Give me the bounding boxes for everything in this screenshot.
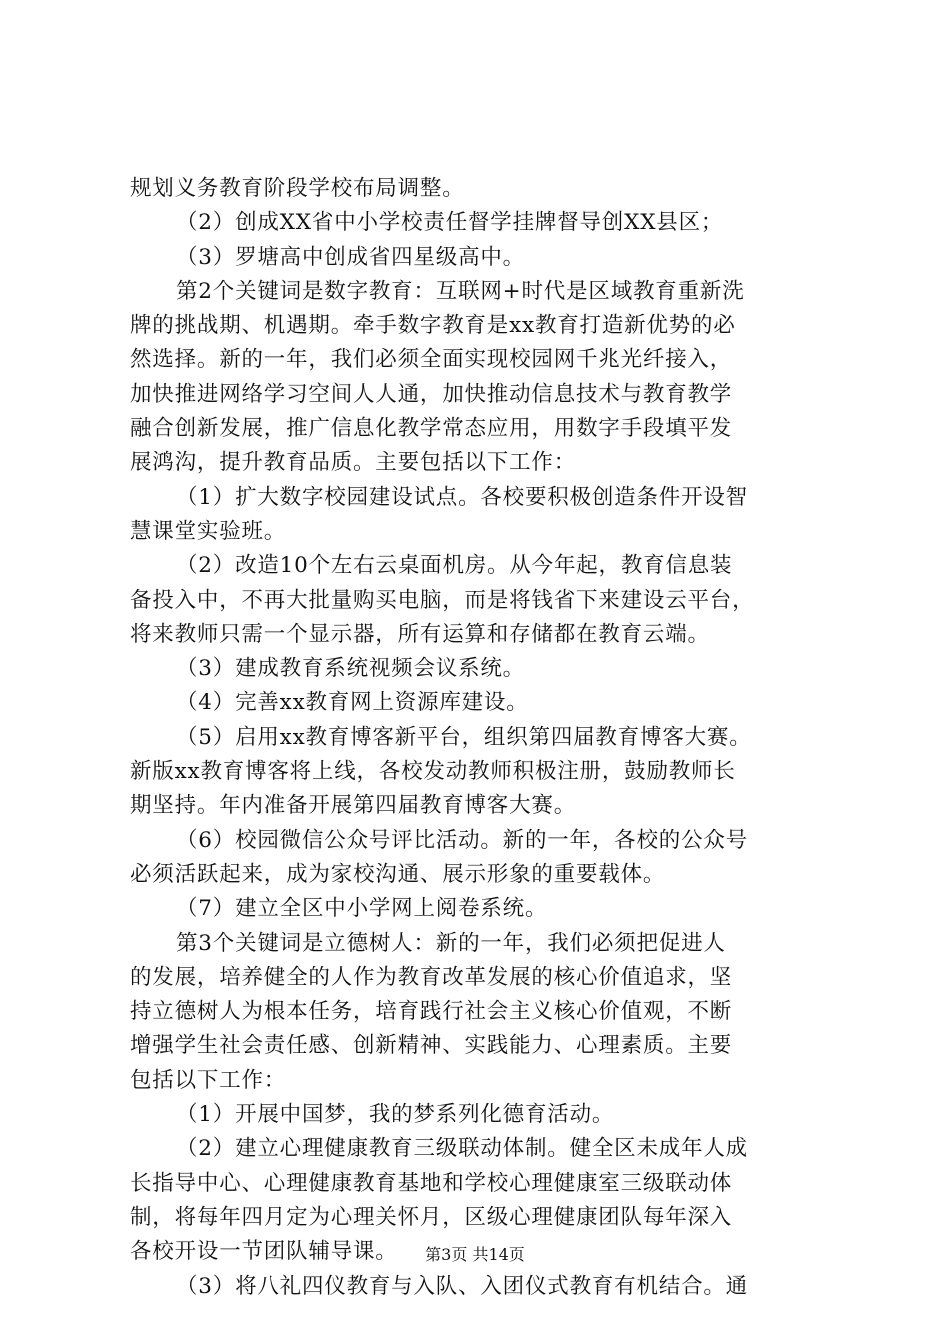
text-line: 必须活跃起来，成为家校沟通、展示形象的重要载体。 (130, 861, 666, 887)
text-line: 融合创新发展，推广信息化教学常态应用，用数字手段填平发 (130, 416, 733, 442)
text-line: 新版xx教育博客将上线，各校发动教师积极注册，鼓励教师长 (130, 759, 736, 785)
text-line: 规划义务教育阶段学校布局调整。 (130, 176, 465, 201)
text-line: 备投入中，不再大批量购买电脑，而是将钱省下来建设云平台， (130, 587, 755, 613)
text-line: （2）改造10个左右云桌面机房。从今年起，教育信息装 (176, 553, 733, 579)
text-line: （1）开展中国梦，我的梦系列化德育活动。 (176, 1102, 615, 1128)
text-line: （1）扩大数字校园建设试点。各校要积极创造条件开设智 (176, 484, 748, 510)
text-line: 然选择。新的一年，我们必须全面实现校园网千兆光纤接入， (130, 347, 733, 373)
text-line: 将来教师只需一个显示器，所有运算和存储都在教育云端。 (130, 621, 710, 647)
text-line: （2）创成XX省中小学校责任督学挂牌督导创XX县区； (176, 210, 724, 236)
text-line: 第2个关键词是数字教育：互联网+时代是区域教育重新洗 (176, 278, 745, 304)
text-line: （3）罗塘高中创成省四星级高中。 (176, 244, 525, 270)
text-line: 牌的挑战期、机遇期。牵手数字教育是xx教育打造新优势的必 (130, 313, 736, 339)
text-line: 长指导中心、心理健康教育基地和学校心理健康室三级联动体 (130, 1170, 733, 1196)
text-line: 的发展，培养健全的人作为教育改革发展的核心价值追求，坚 (130, 964, 733, 990)
text-line: （2）建立心理健康教育三级联动体制。健全区未成年人成 (176, 1136, 748, 1162)
document-body (130, 172, 830, 1304)
text-line: （4）完善xx教育网上资源库建设。 (176, 690, 529, 716)
text-line: （7）建立全区中小学网上阅卷系统。 (176, 896, 548, 922)
text-line: 第3个关键词是立德树人：新的一年，我们必须把促进人 (176, 930, 726, 956)
text-line: 慧课堂实验班。 (130, 518, 287, 544)
text-line: 包括以下工作： (130, 1067, 287, 1093)
text-line: 制，将每年四月定为心理关怀月，区级心理健康团队每年深入 (130, 1204, 733, 1230)
text-line: （6）校园微信公众号评比活动。新的一年，各校的公众号 (176, 827, 748, 853)
text-line: 期坚持。年内准备开展第四届教育博客大赛。 (130, 793, 577, 819)
text-line: 各校开设一节团队辅导课。 (130, 1239, 398, 1265)
text-line: （3）建成教育系统视频会议系统。 (176, 656, 525, 682)
text-line: 展鸿沟，提升教育品质。主要包括以下工作： (130, 450, 577, 476)
text-line: 增强学生社会责任感、创新精神、实践能力、心理素质。主要 (130, 1033, 733, 1059)
text-line: 加快推进网络学习空间人人通，加快推动信息技术与教育教学 (130, 381, 733, 407)
text-line: 持立德树人为根本任务，培育践行社会主义核心价值观，不断 (130, 999, 733, 1025)
text-line: （3）将八礼四仪教育与入队、入团仪式教育有机结合。通 (176, 1273, 748, 1299)
page-footer: 第3页 共14页 (425, 1245, 525, 1264)
text-line: （5）启用xx教育博客新平台，组织第四届教育博客大赛。 (176, 724, 752, 750)
